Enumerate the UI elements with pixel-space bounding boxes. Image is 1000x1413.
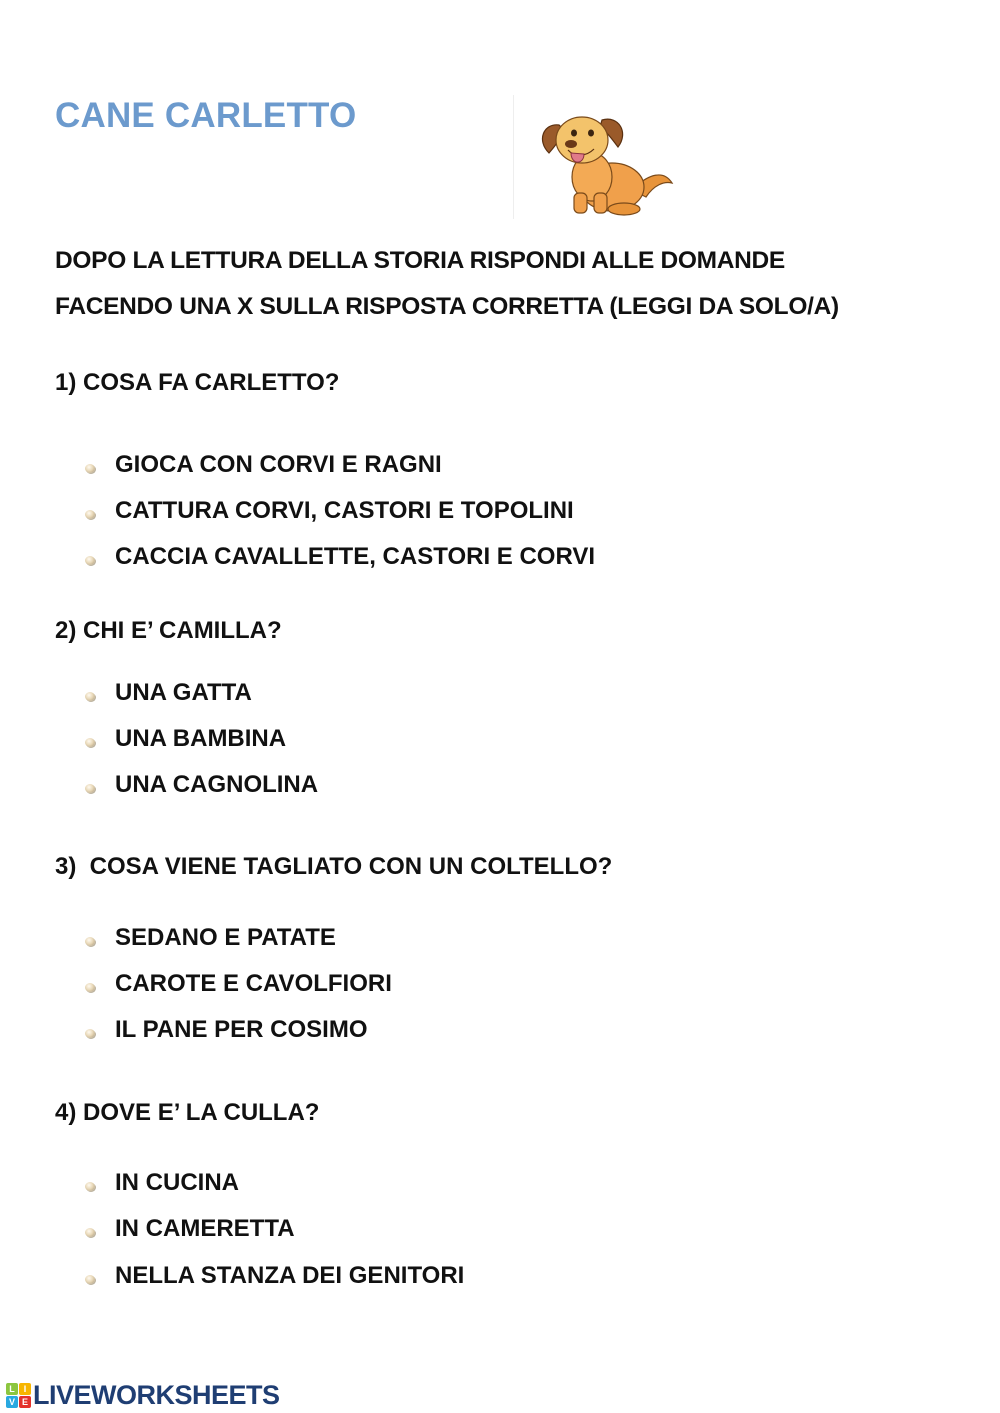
- answer-option[interactable]: [85, 1261, 464, 1291]
- logo-letter: I: [19, 1383, 31, 1395]
- dog-icon: [514, 95, 684, 219]
- bullet-icon: [85, 784, 95, 793]
- bullet-icon: [85, 983, 95, 992]
- dog-illustration: [513, 95, 684, 219]
- answer-label: UNA CAGNOLINA: [115, 771, 319, 798]
- answer-label: CACCIA CAVALLETTE, CASTORI E CORVI: [115, 543, 596, 570]
- instruction-line: FACENDO UNA X SULLA RISPOSTA CORRETTA (LEGGI DA SOLO/A): [55, 293, 839, 320]
- bullet-icon: [85, 1182, 95, 1191]
- bullet-icon: [85, 738, 95, 747]
- answer-label: SEDANO E PATATE: [115, 924, 336, 951]
- answer-label: CAROTE E CAVOLFIORI: [115, 970, 392, 997]
- question-1: 1) COSA FA CARLETTO?: [55, 369, 340, 396]
- bullet-icon: [85, 1228, 95, 1237]
- answer-option[interactable]: [85, 542, 595, 572]
- answer-option[interactable]: [85, 1214, 295, 1244]
- answer-label: UNA GATTA: [115, 679, 252, 706]
- instruction-line: DOPO LA LETTURA DELLA STORIA RISPONDI ALLE DOMANDE: [55, 247, 785, 274]
- answer-option[interactable]: [85, 923, 336, 953]
- answer-label: IN CAMERETTA: [115, 1215, 295, 1242]
- bullet-icon: [85, 692, 95, 701]
- answer-label: IN CUCINA: [115, 1169, 239, 1196]
- bullet-icon: [85, 1275, 95, 1284]
- bullet-icon: [85, 556, 95, 565]
- logo-letter: E: [19, 1396, 31, 1408]
- answer-option[interactable]: [85, 678, 252, 708]
- answer-option[interactable]: [85, 969, 392, 999]
- logo-letter: L: [6, 1383, 18, 1395]
- brand-name: LIVEWORKSHEETS: [33, 1380, 280, 1410]
- question-3: 3) COSA VIENE TAGLIATO CON UN COLTELLO?: [55, 853, 613, 880]
- logo-letter: V: [6, 1396, 18, 1408]
- instructions: [55, 238, 839, 330]
- answer-label: GIOCA CON CORVI E RAGNI: [115, 451, 442, 478]
- bullet-icon: [85, 510, 95, 519]
- answer-option[interactable]: [85, 770, 318, 800]
- bullet-icon: [85, 1029, 95, 1038]
- answer-option[interactable]: [85, 724, 286, 754]
- question-4: 4) DOVE E’ LA CULLA?: [55, 1099, 320, 1126]
- answer-option[interactable]: [85, 1168, 239, 1198]
- answer-label: IL PANE PER COSIMO: [115, 1016, 368, 1043]
- liveworksheets-logo[interactable]: [6, 1380, 280, 1411]
- live-logo-icon: [6, 1383, 31, 1408]
- answer-label: UNA BAMBINA: [115, 725, 287, 752]
- bullet-icon: [85, 937, 95, 946]
- worksheet-title: CANE CARLETTO: [55, 96, 357, 135]
- answer-option[interactable]: [85, 450, 442, 480]
- bullet-icon: [85, 464, 95, 473]
- answer-label: CATTURA CORVI, CASTORI E TOPOLINI: [115, 497, 574, 524]
- answer-option[interactable]: [85, 1015, 367, 1045]
- answer-option[interactable]: [85, 496, 574, 526]
- question-2: 2) CHI E’ CAMILLA?: [55, 617, 282, 644]
- answer-label: NELLA STANZA DEI GENITORI: [115, 1262, 465, 1289]
